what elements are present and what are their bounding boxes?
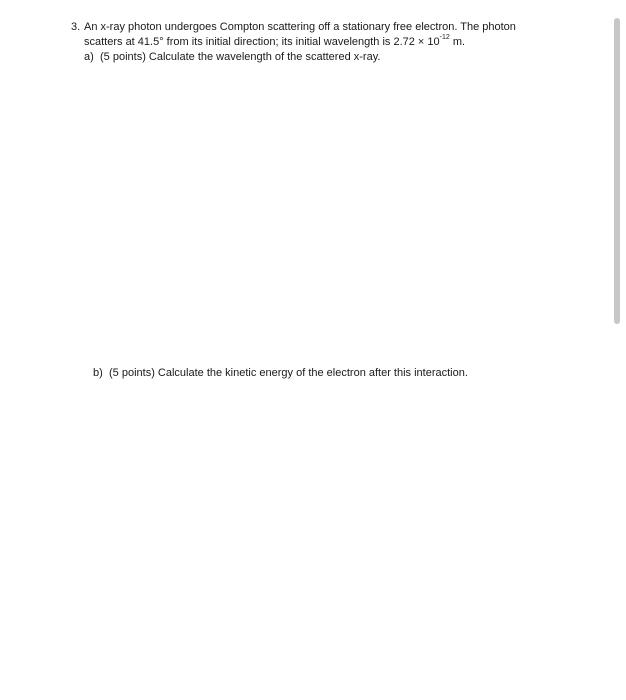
part-b-marker: b) [93, 367, 103, 379]
part-b-question [93, 366, 468, 381]
problem-line-2 [71, 35, 561, 50]
vertical-scrollbar[interactable] [614, 18, 620, 324]
part-b-text: (5 points) Calculate the kinetic energy of the electron after this interaction. [109, 367, 468, 379]
part-a-text: (5 points) Calculate the wavelength of the scattered x-ray. [100, 51, 381, 63]
part-a-marker: a) [84, 51, 94, 63]
part-a-question [71, 50, 561, 65]
problem-3 [71, 20, 561, 65]
wavelength-unit: m. [449, 36, 466, 48]
problem-number: 3. [71, 21, 81, 33]
wavelength-exponent: -12 [439, 34, 450, 42]
problem-line-1 [71, 20, 561, 35]
problem-text-line-1: An x-ray photon undergoes Compton scattering off a stationary free electron. The photon [84, 21, 516, 33]
problem-text-line-2: scatters at 41.5° from its initial direction; its initial wavelength is 2.72 × 10 [84, 36, 440, 48]
